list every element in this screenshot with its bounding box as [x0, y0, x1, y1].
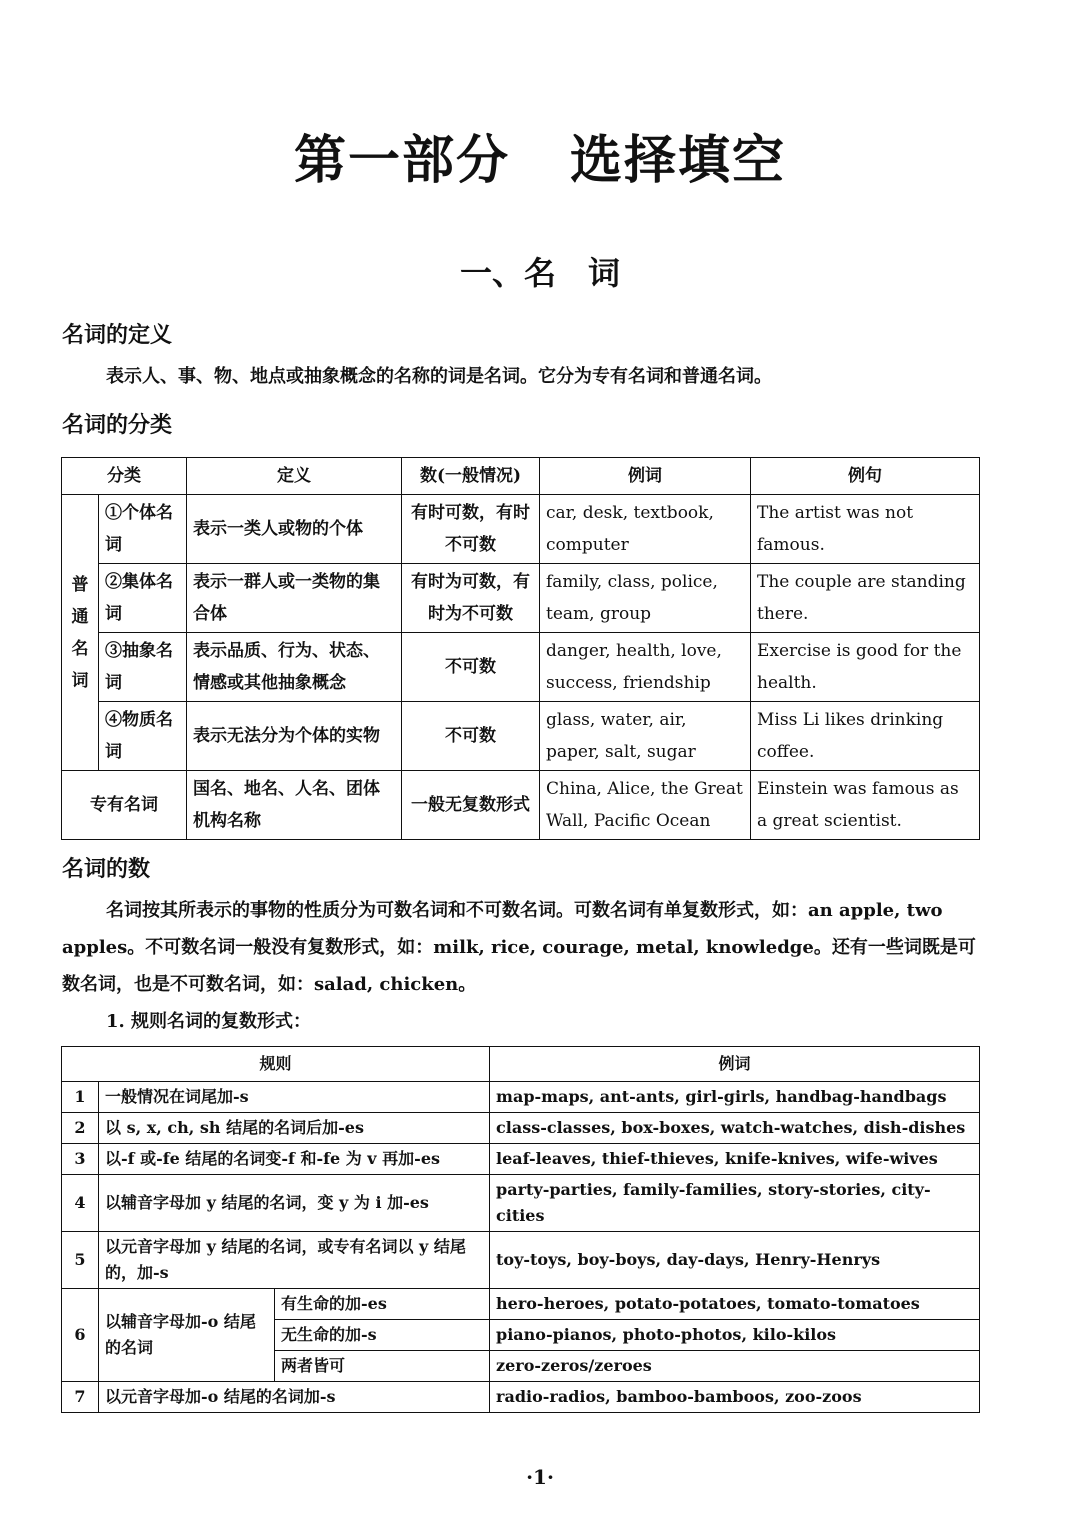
header-cell: 例词 — [490, 1047, 980, 1082]
rule-cell: 以辅音字母加-o 结尾的名词 — [99, 1289, 275, 1382]
header-cell: 规则 — [62, 1047, 490, 1082]
definition-cell: 国名、地名、人名、团体机构名称 — [187, 771, 402, 840]
table-row — [62, 1082, 980, 1113]
table-row — [62, 1113, 980, 1144]
examples-cell: danger, health, love, success, friendship — [540, 633, 751, 702]
number-cell: 有时为可数，有时为不可数 — [402, 564, 540, 633]
examples-cell: car, desk, textbook, computer — [540, 495, 751, 564]
rule-cell: 以元音字母加-o 结尾的名词加-s — [99, 1382, 490, 1413]
examples-cell: hero-heroes, potato-potatoes, tomato-tomatoes — [490, 1289, 980, 1320]
definition-cell: 表示无法分为个体的实物 — [187, 702, 402, 771]
number-cell: 不可数 — [402, 702, 540, 771]
sentence-cell: The couple are standing there. — [751, 564, 980, 633]
header-cell: 数(一般情况) — [402, 458, 540, 495]
table-row — [62, 564, 980, 633]
section-title: 一、名 词 — [459, 254, 620, 292]
sub-rule-cell: 两者皆可 — [275, 1351, 490, 1382]
examples-cell: zero-zeros/zeroes — [490, 1351, 980, 1382]
table-row — [62, 1232, 980, 1289]
examples-cell: toy-toys, boy-boys, day-days, Henry-Henrys — [490, 1232, 980, 1289]
type-cell: ④物质名词 — [99, 702, 187, 771]
header-cell: 例词 — [540, 458, 751, 495]
definition-cell: 表示一群人或一类物的集合体 — [187, 564, 402, 633]
number-cell: 一般无复数形式 — [402, 771, 540, 840]
row-number: 2 — [62, 1113, 99, 1144]
plural-table — [61, 1046, 980, 1413]
sentence-cell: Einstein was famous as a great scientist. — [751, 771, 980, 840]
table-row — [62, 1382, 980, 1413]
rule-cell: 以-f 或-fe 结尾的名词变-f 和-fe 为 v 再加-es — [99, 1144, 490, 1175]
table-header-row — [62, 1047, 980, 1082]
table-row — [62, 702, 980, 771]
row-number: 3 — [62, 1144, 99, 1175]
row-number: 1 — [62, 1082, 99, 1113]
sentence-cell: Miss Li likes drinking coffee. — [751, 702, 980, 771]
examples-cell: class-classes, box-boxes, watch-watches, dish-dishes — [490, 1113, 980, 1144]
title-part1: 第一部分 — [293, 131, 510, 191]
classification-heading: 名词的分类 — [62, 413, 173, 438]
header-cell: 分类 — [62, 458, 187, 495]
table-row — [62, 495, 980, 564]
classification-table — [61, 457, 980, 840]
row-number: 4 — [62, 1175, 99, 1232]
table-row — [62, 633, 980, 702]
proper-type-cell: 专有名词 — [62, 771, 187, 840]
header-cell: 定义 — [187, 458, 402, 495]
table-row — [62, 771, 980, 840]
examples-cell: China, Alice, the Great Wall, Pacific Ocean — [540, 771, 751, 840]
examples-cell: glass, water, air, paper, salt, sugar — [540, 702, 751, 771]
row-number: 7 — [62, 1382, 99, 1413]
type-cell: ③抽象名词 — [99, 633, 187, 702]
rule-cell: 以 s, x, ch, sh 结尾的名词后加-es — [99, 1113, 490, 1144]
examples-cell: family, class, police, team, group — [540, 564, 751, 633]
sub-rule-cell: 有生命的加-es — [275, 1289, 490, 1320]
number-heading: 名词的数 — [62, 857, 151, 882]
examples-cell: map-maps, ant-ants, girl-girls, handbag-handbags — [490, 1082, 980, 1113]
definition-heading: 名词的定义 — [62, 323, 173, 348]
type-cell: ①个体名词 — [99, 495, 187, 564]
table-row — [62, 1175, 980, 1232]
rule-cell: 一般情况在词尾加-s — [99, 1082, 490, 1113]
rule-cell: 以元音字母加 y 结尾的名词，或专有名词以 y 结尾的，加-s — [99, 1232, 490, 1289]
examples-cell: piano-pianos, photo-photos, kilo-kilos — [490, 1320, 980, 1351]
row-number: 6 — [62, 1289, 99, 1382]
examples-cell: party-parties, family-families, story-stories, city-cities — [490, 1175, 980, 1232]
sub-rule-cell: 无生命的加-s — [275, 1320, 490, 1351]
table-header-row — [62, 458, 980, 495]
common-noun-label: 普通名词 — [62, 495, 99, 771]
examples-cell: leaf-leaves, thief-thieves, knife-knives, wife-wives — [490, 1144, 980, 1175]
number-cell: 有时可数，有时不可数 — [402, 495, 540, 564]
examples-cell: radio-radios, bamboo-bamboos, zoo-zoos — [490, 1382, 980, 1413]
table-row — [62, 1289, 980, 1320]
number-cell: 不可数 — [402, 633, 540, 702]
rule-cell: 以辅音字母加 y 结尾的名词，变 y 为 i 加-es — [99, 1175, 490, 1232]
page-number: ·1· — [526, 1465, 554, 1489]
page-title — [0, 118, 1080, 193]
definition-cell: 表示一类人或物的个体 — [187, 495, 402, 564]
definition-cell: 表示品质、行为、状态、情感或其他抽象概念 — [187, 633, 402, 702]
table-row — [62, 1144, 980, 1175]
sentence-cell: Exercise is good for the health. — [751, 633, 980, 702]
title-part2: 选择填空 — [570, 131, 787, 191]
row-number: 5 — [62, 1232, 99, 1289]
sentence-cell: The artist was not famous. — [751, 495, 980, 564]
definition-text: 表示人、事、物、地点或抽象概念的名称的词是名词。它分为专有名词和普通名词。 — [106, 366, 772, 387]
plural-subheading: 1. 规则名词的复数形式： — [106, 1011, 312, 1032]
number-text: 名词按其所表示的事物的性质分为可数名词和不可数名词。可数名词有单复数形式，如：an apple, two apples。不可数名词一般没有复数形式，如：milk, rice, courage, metal, knowledge。还有一些词既是可数名词，也是不可数名词，如：salad, chicken。 — [62, 900, 976, 995]
type-cell: ②集体名词 — [99, 564, 187, 633]
header-cell: 例句 — [751, 458, 980, 495]
